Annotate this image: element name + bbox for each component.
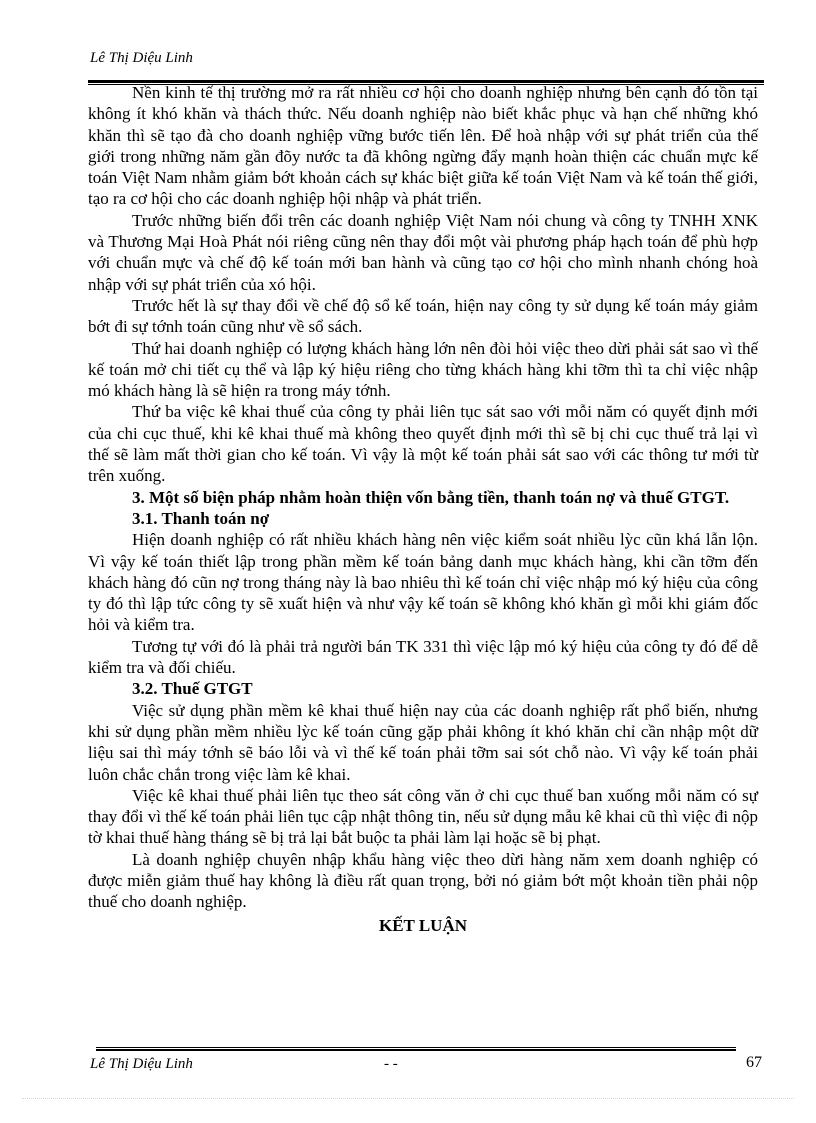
paragraph: Thứ hai doanh nghiệp có lượng khách hàng lớn nên đòi hỏi việc theo dừi phải sát sao vì thế kế toán mở chi tiết cụ thể và lập ký hiệu riêng cho từng khách hàng khi tỡm thì ta chỉ việc nhập mó khách hàng là sẽ hiện ra trong máy tớnh. [88,338,758,401]
subsection-title: 3.2. Thuế GTGT [132,679,253,699]
paragraph: Nền kinh tế thị trường mở ra rất nhiều cơ hội cho doanh nghiệp nhưng bên cạnh đó tồn tại không ít khó khăn và thách thức. Nếu doanh nghiệp nào biết khắc phục và hạn chế những khó khăn thì sẽ tạo đà cho doanh nghiệp vững bước tiến lên. Để hoà nhập với sự phát triển của thế giới trong những năm gần đõy nước ta đã không ngừng đẩy mạnh hoàn thiện các chuẩn mực kế toán Việt Nam nhằm giảm bớt khoản cách sự khác biệt giữa kế toán Việt Nam và kế toán thế giới, tạo ra cơ hội cho các doanh nghiệp hội nhập và phát triển. [88,83,758,209]
paragraph: Việc kê khai thuế phải liên tục theo sát công văn ở chi cục thuế ban xuống mỗi năm có sự thay đổi vì thế kế toán phải liên tục cập nhật thông tin, nếu sử dụng mẫu kê khai cũ thì việc đi nộp tờ khai thuế hàng tháng sẽ bị trả lại bắt buộc ta phải làm lại hoặc sẽ bị phạt. [88,785,758,848]
paragraph: Trước những biến đổi trên các doanh nghiệp Việt Nam nói chung và công ty TNHH XNK và Thương Mại Hoà Phát nói riêng cũng nên thay đổi một vài phương pháp hạch toán để phù hợp với chuẩn mực và chế độ kế toán mới ban hành và cũng tạo cơ hội cho mình nhanh chóng hoà nhập với sự phát triển của xó hội. [88,210,758,294]
paragraph: Là doanh nghiệp chuyên nhập khẩu hàng việc theo dừi hàng năm xem doanh nghiệp có được miễn giảm thuế hay không là điều rất quan trọng, bởi nó giảm bớt một khoản tiền phải nộp thuế cho doanh nghiệp. [88,849,758,912]
paragraph: Tương tự với đó là phải trả người bán TK 331 thì việc lập mó ký hiệu của công ty đó để dễ kiểm tra và đối chiếu. [88,636,758,678]
footer-separator: - - [384,1056,398,1072]
footer-author: Lê Thị Diệu Linh [90,1056,193,1072]
section-title: 3. Một số biện pháp nhằm hoàn thiện vốn bằng tiền, thanh toán nợ và thuế GTGT. [132,487,730,507]
conclusion-title: KẾT LUẬN [378,915,467,935]
paragraph: Trước hết là sự thay đổi về chế độ sổ kế toán, hiện nay công ty sử dụng kế toán máy giảm bớt đi sự tớnh toán cũng như về sổ sách. [88,295,758,337]
page-number: 67 [746,1054,762,1071]
document-body [88,82,758,936]
subsection-title: 3.1. Thanh toán nợ [132,508,270,528]
header-author: Lê Thị Diệu Linh [90,50,193,66]
paragraph: Hiện doanh nghiệp có rất nhiều khách hàng nên việc kiểm soát nhiều lỳc cũn khá lẫn lộn. Vì vậy kế toán thiết lập trong phần mềm kế toán bảng danh mục khách hàng, khi cần tỡm đến khách hàng đó cũn nợ trong tháng này là bao nhiêu thì kế toán chỉ việc nhập mó ký hiệu của công ty đó thì lập tức công ty sẽ xuất hiện và như vậy kế toán sẽ không khó khăn gì mỗi khi giám đốc hỏi và kiểm tra. [88,530,758,635]
paragraph: Việc sử dụng phần mềm kê khai thuế hiện nay của các doanh nghiệp rất phổ biến, nhưng khi sử dụng phần mềm nhiều lỳc kế toán cũng gặp phải không ít khó khăn chỉ cần nhập một dữ liệu sai thì máy tớnh sẽ báo lỗi và vì thế kế toán phải tỡm sai sót chỗ nào. Vì vậy kế toán phải luôn chắc chắn trong việc làm kê khai. [88,700,758,784]
paragraph: Thứ ba việc kê khai thuế của công ty phải liên tục sát sao với mỗi năm có quyết định mới của chi cục thuế, khi kê khai thuế mà không theo quyết định mới thì sẽ bị chi cục thuế trả lại vì thế sẽ làm mất thời gian cho kế toán. Vì vậy là một kế toán phải sát sao với các thông tư mới từ trên xuống. [88,402,758,486]
footer-divider [96,1047,736,1048]
page-edge-guide [22,1098,794,1099]
